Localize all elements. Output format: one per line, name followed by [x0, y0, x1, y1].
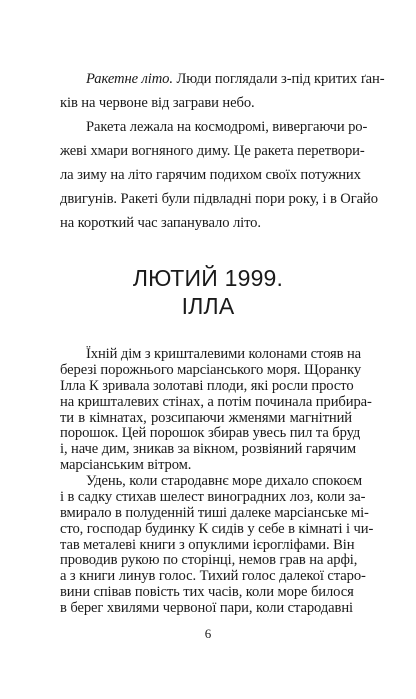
text-line: двигунів. Ракеті були підвладні пори року, і в Огайо: [60, 191, 378, 207]
text-line: а з книги линув голос. Тихий голос далекої старо-: [60, 568, 366, 585]
text-line: Удень, коли стародавнє море дихало спокоєм: [86, 473, 363, 489]
text-line: ків на червоне від заграви небо.: [60, 95, 255, 111]
text-line: вини співав повість тих часів, коли море билося: [60, 584, 354, 601]
text-line: і в садку стихав шелест виноградних лоз, коли за-: [60, 488, 366, 505]
text-line: Ілла К зривала золотаві плоди, які росли просто: [60, 377, 354, 394]
text-line: вмирало в полуденній тиші далеке марсіанське мі-: [60, 504, 369, 521]
text-line: Їхній дім з кришталевими колонами стояв на: [86, 346, 362, 362]
text-line: на короткий час запанувало літо.: [60, 215, 261, 231]
text-line: на кришталевих стінах, а потім починала прибира-: [60, 393, 372, 410]
text-line: в берег хвилями червоної пари, коли стародавні: [60, 600, 353, 616]
text-line: тав металеві книги з опуклими ієрогліфами. Він: [60, 536, 355, 553]
chapter-title-line-2: ІЛЛА: [181, 293, 235, 319]
text-line: порошок. Цей порошок збирав увесь пил та бруд: [60, 425, 361, 442]
text-line: і, наче дим, зникав за вікном, розвіяний гарячим: [60, 441, 356, 458]
text-line: жеві хмари вогняного диму. Це ракета перетвори-: [60, 143, 365, 159]
text-line: ти в кімнатах, розсипаючи жменями магнітний: [60, 409, 352, 426]
chapter-title-line-1: ЛЮТИЙ 1999.: [132, 265, 284, 291]
text-line: марсіанським вітром.: [60, 457, 192, 474]
text-line: Ракета лежала на космодромі, вивергаючи ро-: [86, 119, 368, 135]
italic-phrase: Ракетне літо.: [86, 71, 173, 87]
text-line: ла зиму на літо гарячим подихом своїх потужних: [60, 167, 361, 183]
text-line: проводив рукою по сторінці, немов грав на арфі,: [60, 552, 358, 569]
page-number: 6: [204, 626, 212, 641]
text-span: Люди поглядали з-під критих ґан-: [172, 71, 385, 87]
text-line: сто, господар будинку К сидів у себе в кімнаті і чи-: [60, 520, 374, 537]
text-line: березі порожнього марсіанського моря. Щоранку: [60, 361, 362, 378]
text-line: [86, 67, 385, 91]
